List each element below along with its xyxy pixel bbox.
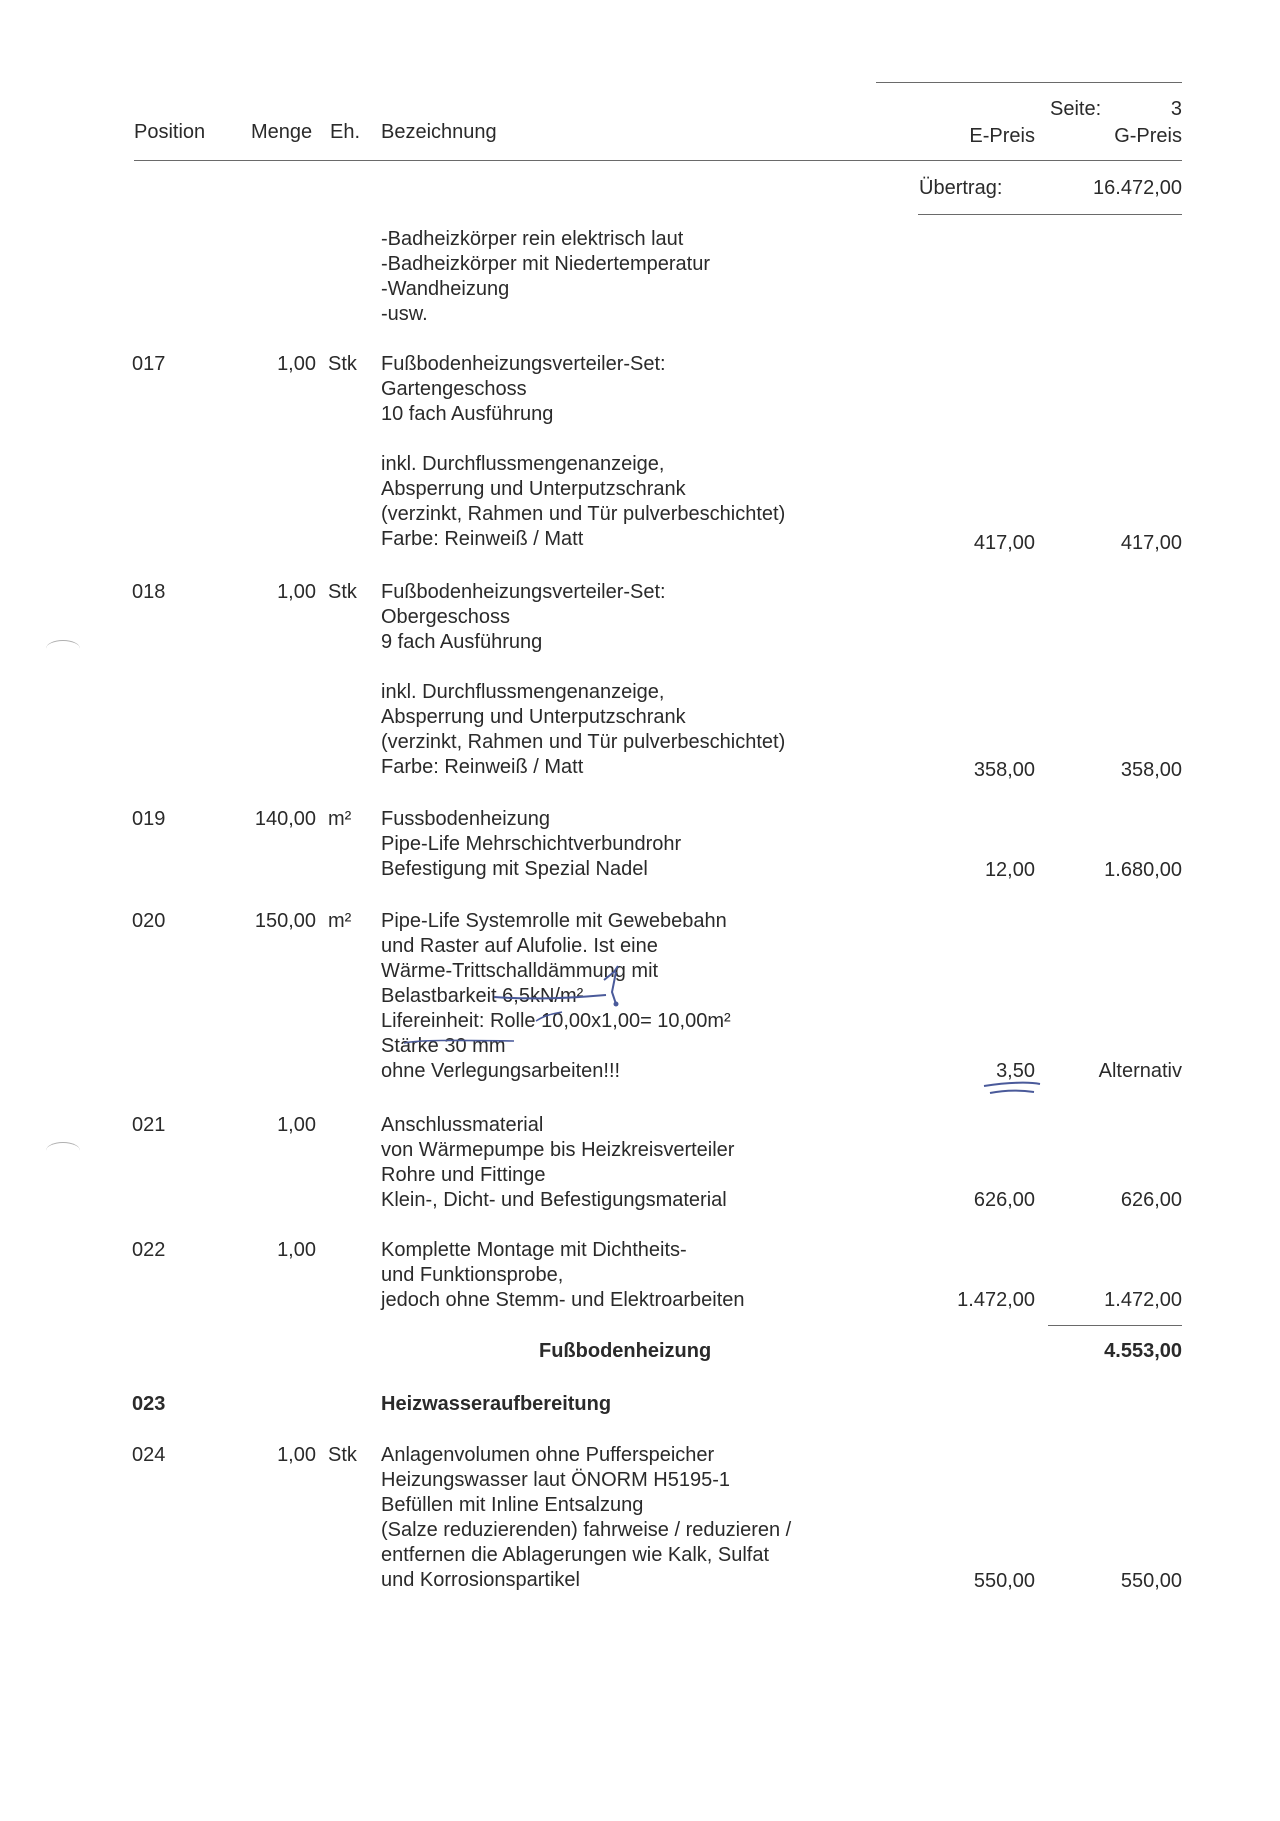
item-unit-price: 12,00	[984, 859, 1035, 881]
col-header-epreis: E-Preis	[969, 125, 1035, 147]
item-description	[381, 909, 731, 1084]
subtotal-value: 4.553,00	[1104, 1340, 1182, 1362]
item-position: 021	[132, 1114, 166, 1136]
item-unit: Stk	[328, 581, 357, 603]
intro-line: -Wandheizung	[381, 278, 510, 300]
intro-line: -usw.	[381, 303, 428, 325]
item-description	[381, 807, 681, 882]
item-description	[381, 1113, 734, 1213]
item-menge: 1,00	[277, 1239, 316, 1261]
item-unit: Stk	[328, 1444, 357, 1466]
item-unit-price: 358,00	[973, 759, 1035, 781]
page-number-label: Seite:	[1050, 98, 1102, 120]
desc-line: ohne Verlegungsarbeiten!!!	[381, 1060, 621, 1082]
desc-line: 10 fach Ausführung	[381, 403, 554, 425]
item-total-price: 626,00	[1120, 1189, 1182, 1211]
subtotal-rule	[1048, 1325, 1182, 1326]
col-header-position: Position	[134, 121, 206, 143]
desc-line: Anlagenvolumen ohne Pufferspeicher	[381, 1444, 715, 1466]
item-total-price: 550,00	[1120, 1570, 1182, 1592]
desc-line: Belastbarkeit 6,5kN/m²	[381, 985, 584, 1007]
item-total-price: 1.472,00	[1104, 1289, 1182, 1311]
desc-line: Gartengeschoss	[381, 378, 527, 400]
desc-line	[381, 427, 785, 452]
desc-line: Befestigung mit Spezial Nadel	[381, 858, 648, 880]
desc-line: (verzinkt, Rahmen und Tür pulverbeschichtet)	[381, 731, 786, 753]
col-header-gpreis: G-Preis	[1114, 125, 1182, 147]
item-description	[381, 1238, 745, 1313]
desc-line: Heizungswasser laut ÖNORM H5195-1	[381, 1469, 731, 1491]
desc-line: (verzinkt, Rahmen und Tür pulverbeschichtet)	[381, 503, 786, 525]
carryover-rule	[918, 214, 1182, 215]
punch-hole-mark	[46, 640, 80, 657]
item-unit: m²	[328, 808, 352, 830]
col-header-bezeichnung: Bezeichnung	[381, 121, 497, 143]
item-unit-price: 417,00	[973, 532, 1035, 554]
item-description	[381, 352, 785, 552]
page-number: 3	[1170, 98, 1182, 120]
item-unit-price: 3,50	[996, 1060, 1035, 1082]
item-menge: 1,00	[277, 1114, 316, 1136]
desc-line: Anschlussmaterial	[381, 1114, 544, 1136]
desc-line: von Wärmepumpe bis Heizkreisverteiler	[381, 1139, 735, 1161]
section-position: 023	[132, 1393, 166, 1415]
col-header-menge: Menge	[251, 121, 313, 143]
desc-line: Obergeschoss	[381, 606, 510, 628]
desc-line: Komplette Montage mit Dichtheits-	[381, 1239, 687, 1261]
item-menge: 1,00	[277, 581, 316, 603]
desc-line: Rohre und Fittinge	[381, 1164, 546, 1186]
desc-line: Fußbodenheizungsverteiler-Set:	[381, 581, 666, 603]
item-total-price: 358,00	[1120, 759, 1182, 781]
item-menge: 150,00	[254, 910, 316, 932]
desc-line: Pipe-Life Mehrschichtverbundrohr	[381, 833, 682, 855]
item-unit-price: 1.472,00	[957, 1289, 1035, 1311]
item-unit: m²	[328, 910, 352, 932]
item-unit-price: 550,00	[973, 1570, 1035, 1592]
desc-line: Stärke 30 mm	[381, 1035, 506, 1057]
punch-hole-mark	[46, 1142, 80, 1159]
item-position: 017	[132, 353, 166, 375]
desc-line: Absperrung und Unterputzschrank	[381, 478, 686, 500]
desc-line: entfernen die Ablagerungen wie Kalk, Sulfat	[381, 1544, 770, 1566]
desc-line	[381, 655, 785, 680]
section-title: Heizwasseraufbereitung	[381, 1393, 612, 1415]
item-total-price: 1.680,00	[1104, 859, 1182, 881]
desc-line: und Raster auf Alufolie. Ist eine	[381, 935, 658, 957]
desc-line: Absperrung und Unterputzschrank	[381, 706, 686, 728]
desc-line: jedoch ohne Stemm- und Elektroarbeiten	[381, 1289, 745, 1311]
intro-line: -Badheizkörper rein elektrisch laut	[381, 228, 684, 250]
intro-line: -Badheizkörper mit Niedertemperatur	[381, 253, 711, 275]
item-menge: 140,00	[254, 808, 316, 830]
item-description	[381, 1443, 791, 1593]
item-position: 022	[132, 1239, 166, 1261]
subtotal-label: Fußbodenheizung	[539, 1340, 712, 1362]
item-position: 019	[132, 808, 166, 830]
desc-line: Pipe-Life Systemrolle mit Gewebebahn	[381, 910, 727, 932]
desc-line: und Korrosionspartikel	[381, 1569, 580, 1591]
item-unit: Stk	[328, 353, 357, 375]
desc-line: Lifereinheit: Rolle 10,00x1,00= 10,00m²	[381, 1010, 731, 1032]
desc-line: Farbe: Reinweiß / Matt	[381, 528, 584, 550]
header-bottom-rule	[134, 160, 1182, 161]
carryover-label: Übertrag:	[919, 177, 1003, 199]
desc-line: inkl. Durchflussmengenanzeige,	[381, 681, 665, 703]
desc-line: 9 fach Ausführung	[381, 631, 543, 653]
item-menge: 1,00	[277, 1444, 316, 1466]
desc-line: Wärme-Trittschalldämmung mit	[381, 960, 659, 982]
item-unit-price: 626,00	[973, 1189, 1035, 1211]
header-top-rule	[876, 82, 1182, 83]
carryover-value: 16.472,00	[1093, 177, 1182, 199]
item-position: 018	[132, 581, 166, 603]
item-position: 024	[132, 1444, 166, 1466]
col-header-eh: Eh.	[330, 121, 361, 143]
desc-line: Befüllen mit Inline Entsalzung	[381, 1494, 644, 1516]
desc-line: Klein-, Dicht- und Befestigungsmaterial	[381, 1189, 727, 1211]
desc-line: inkl. Durchflussmengenanzeige,	[381, 453, 665, 475]
item-total-price: Alternativ	[1098, 1060, 1182, 1082]
desc-line: Farbe: Reinweiß / Matt	[381, 756, 584, 778]
desc-line: Fußbodenheizungsverteiler-Set:	[381, 353, 666, 375]
item-description	[381, 580, 785, 780]
intro-text	[381, 227, 710, 327]
desc-line: Fussbodenheizung	[381, 808, 551, 830]
desc-line: (Salze reduzierenden) fahrweise / reduzieren /	[381, 1519, 792, 1541]
item-total-price: 417,00	[1120, 532, 1182, 554]
item-position: 020	[132, 910, 166, 932]
desc-line: und Funktionsprobe,	[381, 1264, 564, 1286]
item-menge: 1,00	[277, 353, 316, 375]
